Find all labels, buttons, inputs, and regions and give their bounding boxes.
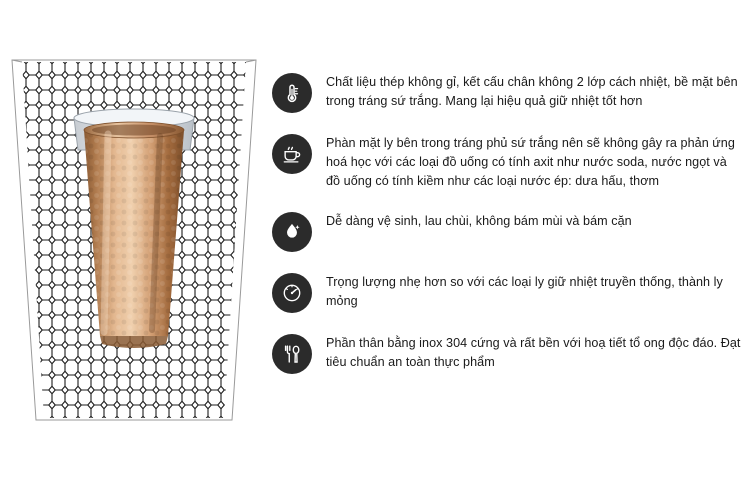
cutlery-icon <box>272 334 312 374</box>
thermometer-icon <box>272 73 312 113</box>
feature-text: Phàn mặt ly bên trong tráng phủ sứ trắng nên sẽ không gây ra phản ứng hoá học với các loại đồ uống có tính axit như nước soda, nước ngọt và đồ uống có tính kiềm như các loại nước ép: dưa hấu, thơm <box>326 136 735 188</box>
coffee-cup-icon <box>272 134 312 174</box>
feature-text: Chất liệu thép không gỉ, kết cấu chân không 2 lớp cách nhiệt, bề mặt bên trong tráng sứ trắng. Mang lại hiệu quả giữ nhiệt tốt hơn <box>326 75 738 108</box>
water-drop-icon <box>272 212 312 252</box>
feature-text: Phần thân bằng inox 304 cứng và rất bền với hoạ tiết tổ ong độc đáo. Đạt tiêu chuẩn an toàn thực phẩm <box>326 336 741 369</box>
feature-text: Trọng lượng nhẹ hơn so với các loại ly giữ nhiệt truyền thống, thành ly mỏng <box>326 275 723 308</box>
feature-text: Dễ dàng vệ sinh, lau chùi, không bám mùi và bám cặn <box>326 214 632 228</box>
feature-item <box>272 72 742 113</box>
feature-list <box>272 72 742 374</box>
product-illustration-panel <box>0 0 268 500</box>
gauge-icon <box>272 273 312 313</box>
tumbler-illustration <box>0 0 268 500</box>
feature-item <box>272 211 742 252</box>
feature-item <box>272 333 742 374</box>
feature-item <box>272 133 742 191</box>
feature-item <box>272 272 742 313</box>
